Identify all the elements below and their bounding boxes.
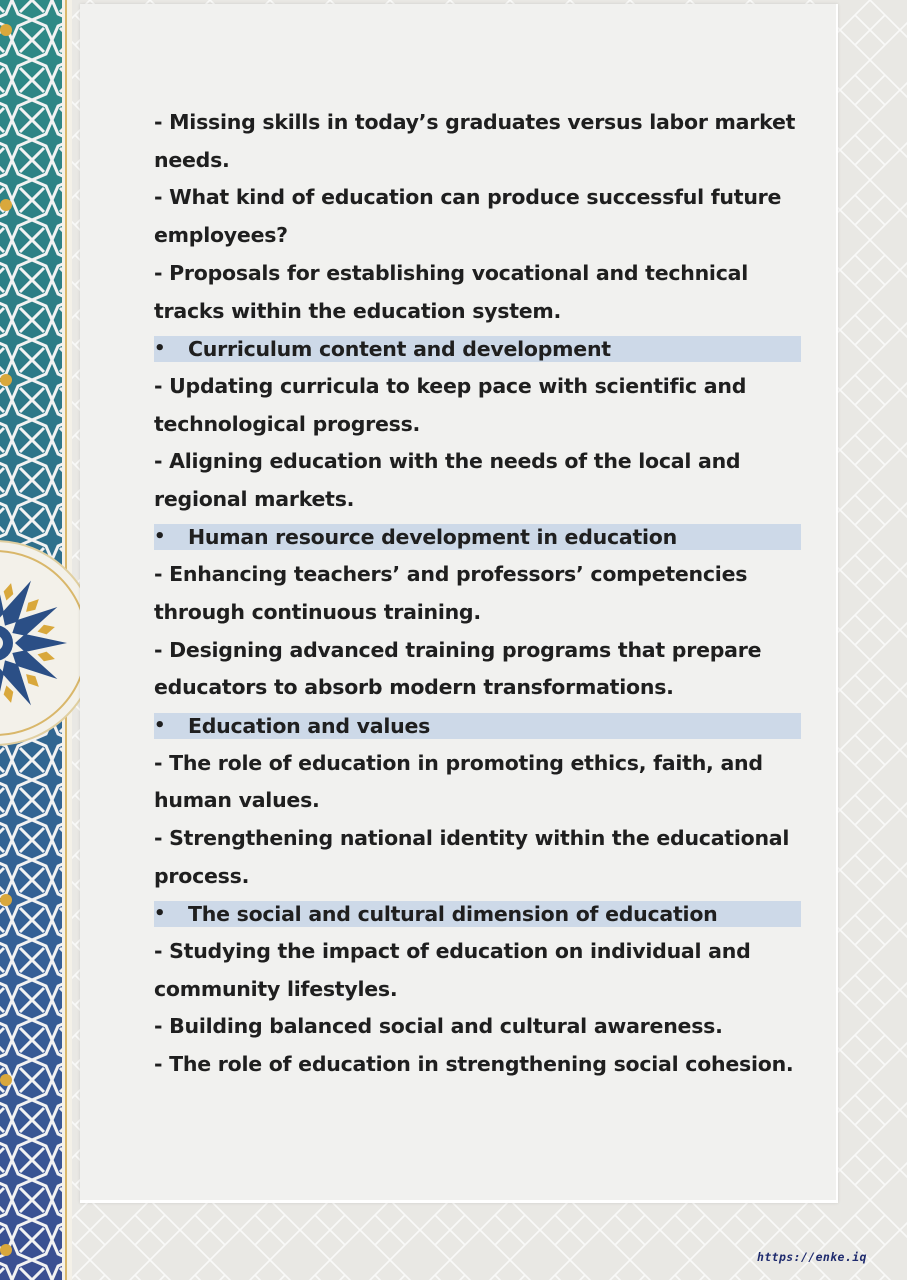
text-line: - What kind of education can produce successful future — [154, 185, 782, 210]
text-line: employees? — [154, 223, 288, 248]
text-line: through continuous training. — [154, 599, 481, 624]
bullet-icon: • — [154, 338, 166, 360]
section-heading — [154, 901, 801, 927]
section-heading-text: Education and values — [188, 713, 431, 738]
text-line: - The role of education in promoting ethics, faith, and — [154, 750, 763, 775]
bullet-icon: • — [154, 526, 166, 548]
paragraph — [154, 1046, 804, 1084]
bullet-icon: • — [154, 903, 166, 925]
paragraph — [154, 745, 804, 820]
section-heading-text: The social and cultural dimension of education — [188, 902, 718, 927]
text-line: - Updating curricula to keep pace with scientific and — [154, 373, 747, 398]
paragraph — [154, 368, 804, 443]
section-heading — [154, 336, 801, 362]
section-heading-text: Human resource development in education — [188, 525, 677, 550]
paragraph — [154, 632, 804, 707]
text-line: - Building balanced social and cultural awareness. — [154, 1014, 723, 1039]
text-line: tracks within the education system. — [154, 298, 562, 323]
document-body — [154, 104, 804, 1084]
text-line: process. — [154, 863, 250, 888]
paragraph — [154, 179, 804, 254]
section-heading — [154, 524, 801, 550]
section-heading-text: Curriculum content and development — [188, 337, 611, 362]
text-line: - The role of education in strengthening social cohesion. — [154, 1052, 794, 1077]
text-line: - Strengthening national identity within the educational — [154, 826, 790, 851]
footer-url: https://enke.iq — [757, 1250, 867, 1264]
text-line: - Designing advanced training programs that prepare — [154, 637, 762, 662]
section-heading — [154, 713, 801, 739]
paragraph — [154, 1008, 804, 1046]
text-line: regional markets. — [154, 486, 355, 511]
bullet-icon: • — [154, 714, 166, 736]
text-line: - Studying the impact of education on individual and — [154, 939, 751, 964]
paragraph — [154, 933, 804, 1008]
text-line: needs. — [154, 147, 230, 172]
paragraph — [154, 556, 804, 631]
paragraph — [154, 104, 804, 179]
text-line: - Proposals for establishing vocational and technical — [154, 260, 748, 285]
text-line: human values. — [154, 788, 320, 813]
text-line: community lifestyles. — [154, 976, 398, 1001]
text-line: - Missing skills in today’s graduates versus labor market — [154, 110, 796, 134]
text-line: - Aligning education with the needs of the local and — [154, 449, 741, 474]
paragraph — [154, 443, 804, 518]
text-line: - Enhancing teachers’ and professors’ competencies — [154, 562, 748, 587]
paragraph — [154, 820, 804, 895]
text-line: technological progress. — [154, 411, 421, 436]
text-line: educators to absorb modern transformations. — [154, 675, 674, 700]
paragraph — [154, 255, 804, 330]
